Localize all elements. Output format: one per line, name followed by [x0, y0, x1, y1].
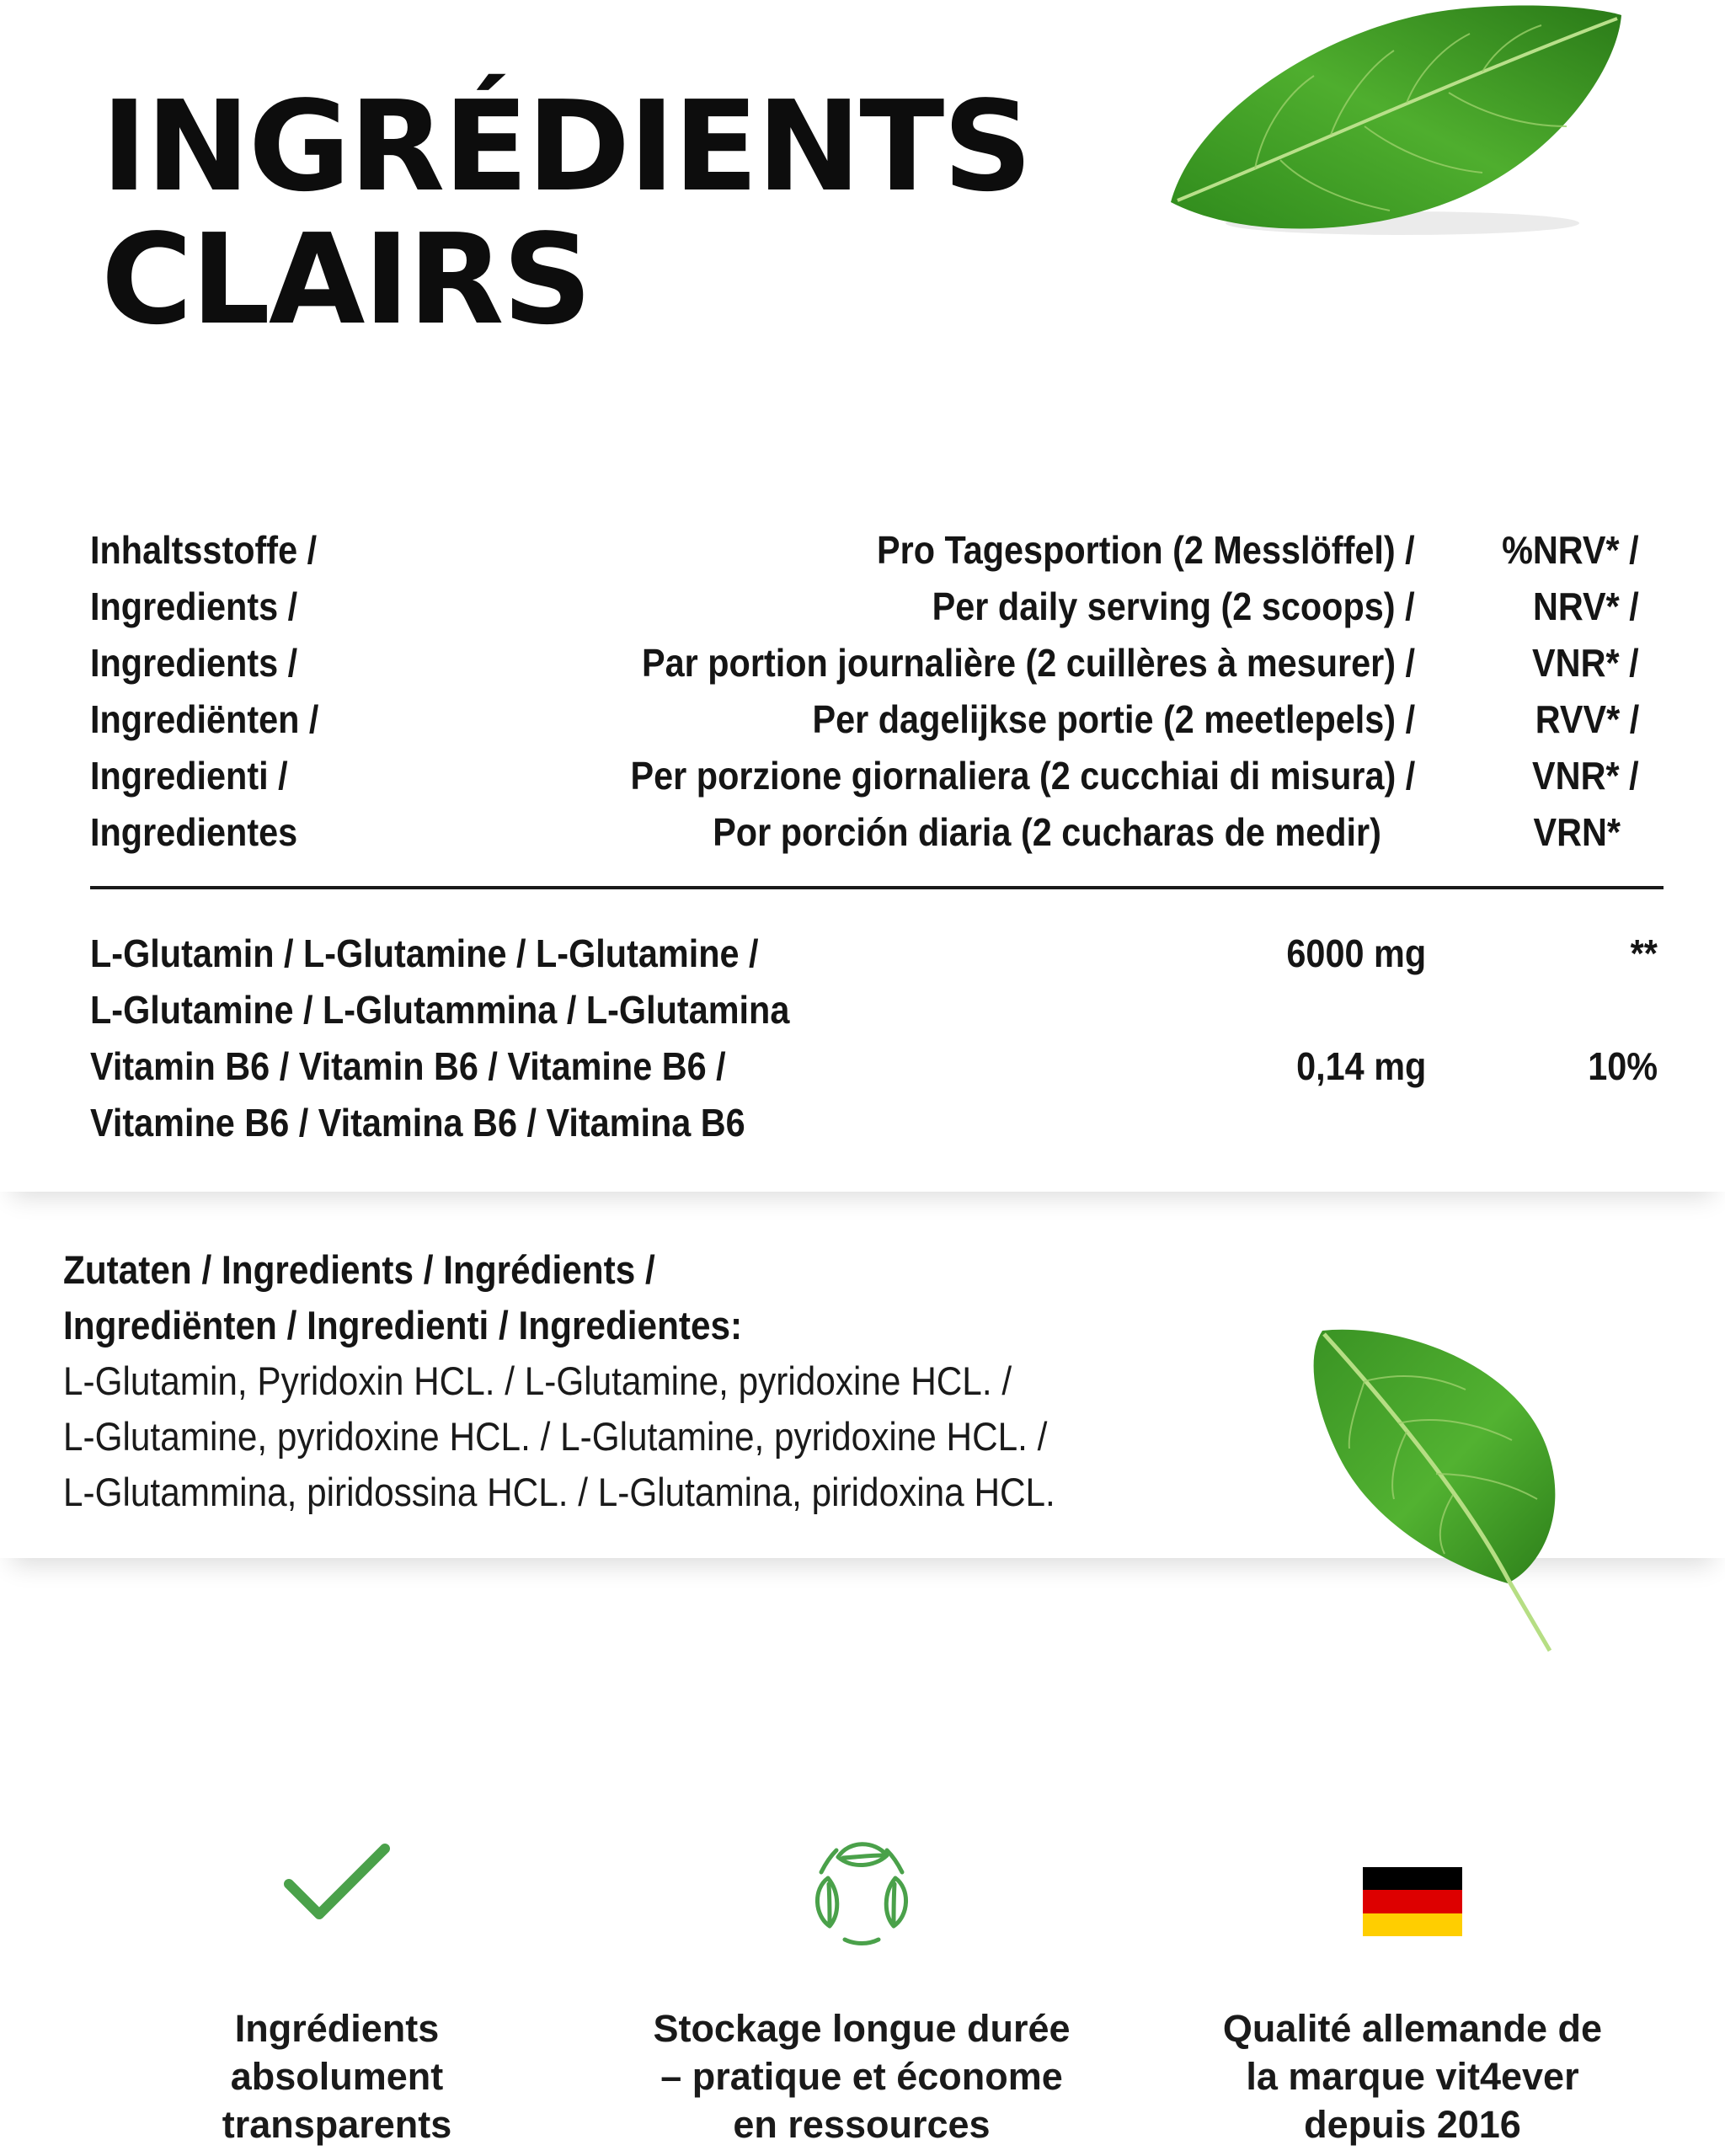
table-divider [90, 886, 1664, 889]
header-nrv-label: NRV* / [1533, 584, 1639, 628]
header-serving-label: Par portion journalière (2 cuillères à mesurer) / [641, 641, 1415, 685]
header-nrv-label: VNR* / [1532, 641, 1639, 685]
feature-label-line: en ressources [733, 2103, 991, 2146]
ingredient-name-line1: L-Glutamin / L-Glutamine / L-Glutamine / [90, 931, 759, 975]
header-serving-label: Per dagelijkse portie (2 meetlepels) / [812, 697, 1415, 741]
feature-label-line: Qualité allemande de [1222, 2007, 1603, 2050]
nutrition-table [0, 467, 1725, 1192]
ingredient-name-line2: Vitamine B6 / Vitamina B6 / Vitamina B6 [90, 1101, 745, 1145]
feature-label-line: – pratique et économe [660, 2055, 1063, 2098]
leaf-image-top [1162, 0, 1634, 244]
ingredients-text-line: L-Glutamin, Pyridoxin HCL. / L-Glutamine, pyridoxine HCL. / [63, 1358, 1012, 1403]
header-ingredient-label: Ingrediënten / [90, 697, 319, 741]
ingredient-nrv: 10% [1588, 1044, 1658, 1088]
feature-label-line: Stockage longue durée [653, 2007, 1071, 2050]
recycle-leaves-icon [803, 1832, 921, 1950]
ingredients-heading-line1: Zutaten / Ingredients / Ingrédients / [63, 1247, 655, 1292]
ingredients-heading-line2: Ingrediënten / Ingredienti / Ingredientes: [63, 1303, 743, 1348]
page-title-line1: INGRÉDIENTS [101, 74, 1031, 219]
page-title [101, 74, 1031, 352]
feature-label-line: absolument [230, 2055, 444, 2098]
ingredient-name-line1: Vitamin B6 / Vitamin B6 / Vitamine B6 / [90, 1044, 726, 1088]
feature-label-line: depuis 2016 [1304, 2103, 1521, 2146]
page-title-line2: CLAIRS [101, 207, 591, 352]
ingredients-text-line: L-Glutammina, piridossina HCL. / L-Glutamina, piridoxina HCL. [63, 1470, 1055, 1514]
header-nrv-label: VRN* [1533, 810, 1621, 854]
feature-label-line: Ingrédients [234, 2007, 440, 2050]
feature-long-storage [609, 1840, 1114, 2148]
header-serving-label: Per daily serving (2 scoops) / [932, 584, 1415, 628]
ingredients-text-line: L-Glutamine, pyridoxine HCL. / L-Glutamine, pyridoxine HCL. / [63, 1414, 1048, 1459]
ingredient-amount: 0,14 mg [1295, 1044, 1426, 1088]
header-ingredient-label: Ingredienti / [90, 754, 288, 798]
header-nrv-label: VNR* / [1532, 754, 1639, 798]
leaf-image-side [1297, 1314, 1600, 1668]
header-ingredient-label: Ingredients / [90, 584, 298, 628]
header-serving-label: Pro Tagesportion (2 Messlöffel) / [877, 528, 1415, 572]
feature-label-line: transparents [222, 2103, 452, 2146]
header-serving-label: Por porción diaria (2 cucharas de medir) [713, 810, 1381, 854]
feature-label-line: la marque vit4ever [1246, 2055, 1579, 2098]
german-flag-icon [1363, 1867, 1462, 1936]
feature-transparent-ingredients [84, 1840, 590, 2148]
header-nrv-label: RVV* / [1535, 697, 1639, 741]
ingredient-name-line2: L-Glutamine / L-Glutammina / L-Glutamina [90, 988, 790, 1032]
header-serving-label: Per porzione giornaliera (2 cucchiai di misura) / [630, 754, 1415, 798]
checkmark-icon [282, 1840, 392, 1924]
header-ingredient-label: Ingredientes [90, 810, 298, 854]
header-ingredient-label: Ingredients / [90, 641, 298, 685]
ingredient-amount: 6000 mg [1286, 931, 1426, 975]
header-ingredient-label: Inhaltsstoffe / [90, 528, 318, 572]
ingredient-nrv: ** [1630, 931, 1658, 975]
header-nrv-label: %NRV* / [1502, 528, 1639, 572]
feature-german-quality [1160, 1840, 1665, 2148]
